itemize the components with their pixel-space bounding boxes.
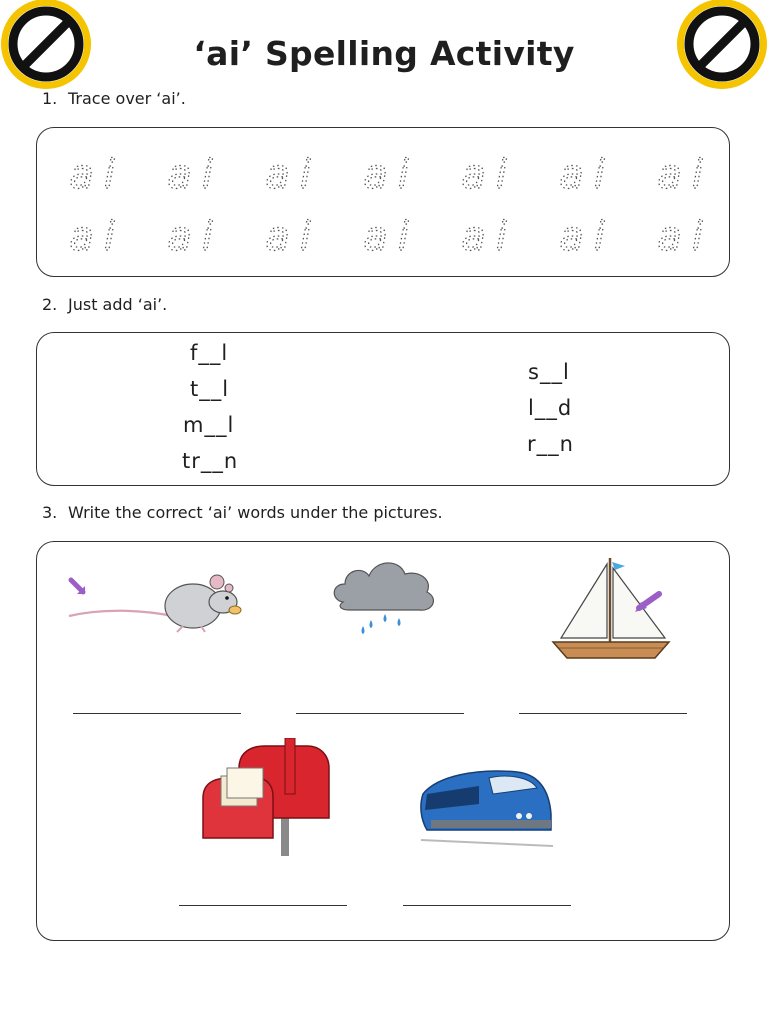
trace-word[interactable] — [159, 212, 231, 264]
answer-line-rat[interactable] — [73, 713, 241, 714]
word-laid: l__d — [528, 396, 573, 420]
mailbox-picture-icon — [199, 738, 333, 858]
question-text: Trace over ‘ai’. — [68, 89, 186, 108]
trace-word-text: ai — [69, 214, 125, 260]
word-mail: m__l — [183, 413, 235, 437]
trace-word[interactable] — [355, 212, 427, 264]
trace-word[interactable] — [453, 150, 525, 202]
trace-word-text: ai — [265, 152, 321, 198]
rain-cloud-picture-icon — [329, 554, 441, 636]
answer-line-sail[interactable] — [519, 713, 687, 714]
question-1 — [42, 89, 186, 108]
trace-word-text: ai — [167, 214, 223, 260]
train-picture-icon — [417, 764, 557, 850]
trace-word-text: ai — [657, 152, 713, 198]
trace-word[interactable] — [257, 150, 329, 202]
question-text: Write the correct ‘ai’ words under the pictures. — [68, 503, 443, 522]
question-number: 1. — [42, 89, 58, 108]
answer-line-train[interactable] — [403, 905, 571, 906]
trace-box — [36, 127, 730, 277]
word-tail: t__l — [190, 377, 230, 401]
word-fail: f__l — [190, 341, 229, 365]
trace-word-text: ai — [69, 152, 125, 198]
trace-word[interactable] — [257, 212, 329, 264]
trace-word[interactable] — [649, 212, 721, 264]
trace-word[interactable] — [649, 150, 721, 202]
page-title: ‘ai’ Spelling Activity — [193, 34, 575, 73]
trace-row — [61, 212, 721, 264]
trace-word-text: ai — [363, 214, 419, 260]
trace-word[interactable] — [551, 150, 623, 202]
question-3 — [42, 503, 443, 522]
question-2 — [42, 295, 167, 314]
word-rain: r__n — [527, 432, 574, 456]
trace-word[interactable] — [355, 150, 427, 202]
pictures-box — [36, 541, 730, 941]
sailboat-picture-icon — [551, 554, 673, 668]
answer-line-mail[interactable] — [179, 905, 347, 906]
trace-word[interactable] — [159, 150, 231, 202]
trace-word-text: ai — [461, 152, 517, 198]
question-text: Just add ‘ai’. — [68, 295, 168, 314]
rat-picture-icon — [63, 566, 245, 638]
trace-word-text: ai — [559, 152, 615, 198]
trace-word-text: ai — [265, 214, 321, 260]
trace-word-text: ai — [363, 152, 419, 198]
trace-word-text: ai — [167, 152, 223, 198]
trace-word[interactable] — [453, 212, 525, 264]
trace-word[interactable] — [61, 212, 133, 264]
question-number: 2. — [42, 295, 58, 314]
word-sail: s__l — [528, 360, 570, 384]
add-ai-box — [36, 332, 730, 486]
answer-line-rain[interactable] — [296, 713, 464, 714]
trace-word[interactable] — [551, 212, 623, 264]
trace-word-text: ai — [461, 214, 517, 260]
trace-word-text: ai — [559, 214, 615, 260]
trace-row — [61, 150, 721, 202]
word-train: tr__n — [182, 449, 239, 473]
trace-word[interactable] — [61, 150, 133, 202]
trace-word-text: ai — [657, 214, 713, 260]
question-number: 3. — [42, 503, 58, 522]
